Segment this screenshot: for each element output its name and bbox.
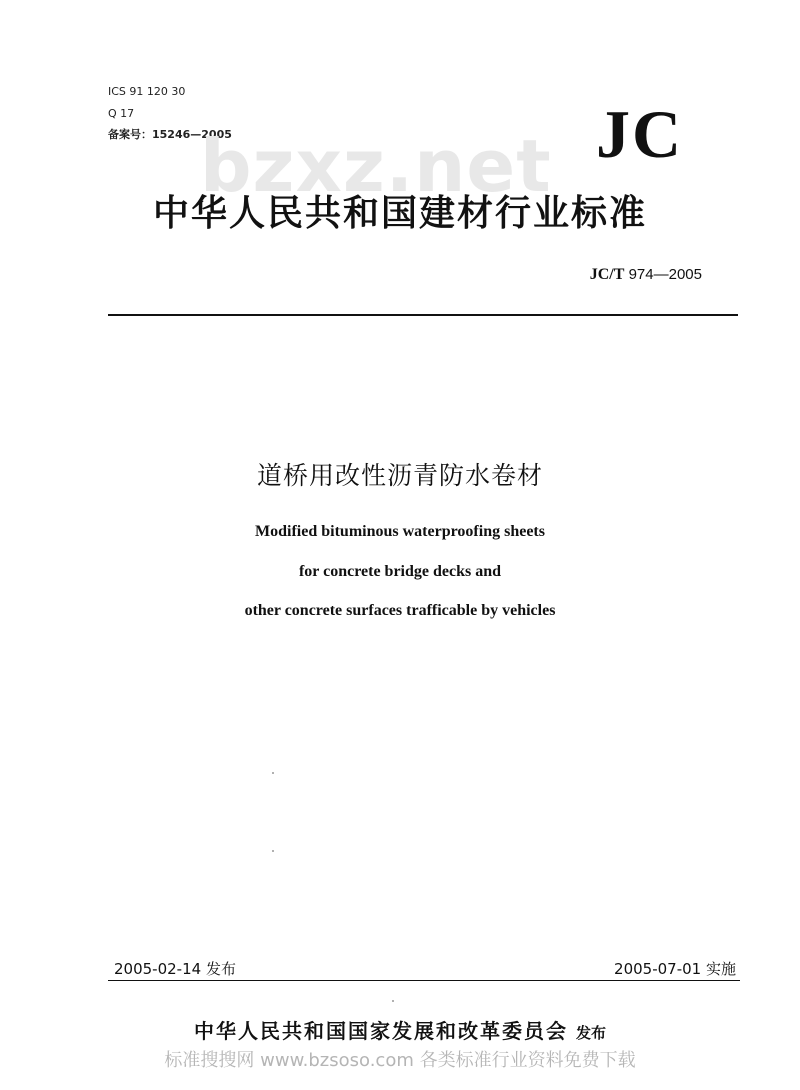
issuer-suffix: 发布 <box>575 1024 606 1042</box>
header-divider <box>108 314 738 316</box>
record-number: 备案号：15246—2005 <box>108 128 232 141</box>
ics-code: ICS 91 120 30 <box>108 85 186 98</box>
scan-speck <box>272 850 274 852</box>
scan-speck <box>272 772 274 774</box>
chinese-title: 道桥用改性沥青防水卷材 <box>256 461 543 490</box>
category-code: Q 17 <box>108 107 135 120</box>
site-watermark: bzxz.net <box>200 124 552 208</box>
scan-speck <box>392 1000 394 1002</box>
standard-number-prefix: JC/T <box>589 266 625 283</box>
standard-number-value: 974—2005 <box>624 266 702 283</box>
footer-watermark: 标准搜搜网 www.bzsoso.com 各类标准行业资料免费下载 <box>164 1050 636 1071</box>
english-title-line-2: for concrete bridge decks and <box>298 563 502 580</box>
footer-divider <box>108 980 740 981</box>
implementation-date: 2005-07-01 实施 <box>614 960 736 978</box>
industry-standard-title: 中华人民共和国建材行业标准 <box>152 193 647 234</box>
english-title-line-3: other concrete surfaces trafficable by vehicles <box>244 602 556 619</box>
english-title-line-1: Modified bituminous waterproofing sheets <box>255 523 545 540</box>
standard-number <box>590 266 702 284</box>
jc-logo: JC <box>596 96 684 172</box>
issue-date: 2005-02-14 发布 <box>114 960 236 978</box>
issuing-authority <box>0 1018 800 1046</box>
issuer-name: 中华人民共和国国家发展和改革委员会 <box>193 1019 568 1043</box>
